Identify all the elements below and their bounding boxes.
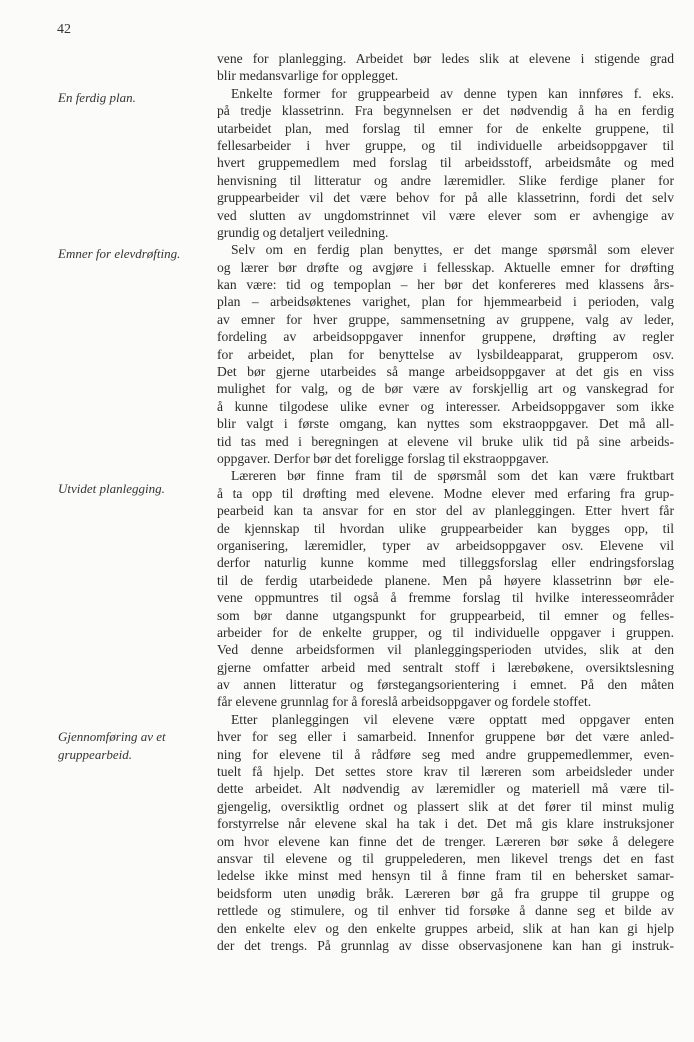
text-line: Etter planleggingen vil elevene være opptatt med oppgaver enten [231,711,674,727]
text-line: ledelse ikke minst med hensyn til å finne fram til en behersket samar- [217,868,674,884]
text-line: og lærer bør drøfte og avgjøre i fellesskap. Aktuelle emner for drøfting [217,259,674,275]
text-line: den enkelte elev og den enkelte gruppes arbeid, slik at han kan gi hjelp [217,920,674,936]
text-line: arbeider for de enkelte grupper, og til individuelle oppgaver i gruppen. [217,624,674,640]
text-line: tuelt få hjelp. Det settes store krav til læreren som arbeidsleder under [217,764,674,780]
text-line: de kjennskap til hvordan ulike gruppearbeider kan bygges opp, til [217,520,674,536]
text-line: hver for seg eller i samarbeid. Innenfor gruppene bør det være anled- [217,729,674,745]
text-line: rettlede og stimulere, og til enhver tid forsøke å danne seg et bilde av [217,903,674,919]
text-line: å ta opp til drøfting med elevene. Modne elever med erfaring fra grup- [217,485,674,501]
text-line: fellesarbeider i hver gruppe, og til individuelle arbeidsoppgaver til [217,137,674,153]
text-line: på tredje klassetrinn. Fra begynnelsen er det nødvendig å ha en ferdig [217,103,674,119]
text-line: å kunne tilgodese ulike evner og interesser. Arbeidsoppgaver som ikke [217,398,674,414]
text-line: ved slutten av ungdomstrinnet vil være elever som er avhengige av [217,207,674,223]
text-line: ning for elevene til å rådføre seg med andre gruppemedlemmer, even- [217,746,674,762]
text-line: til de ferdig utarbeidede planene. Men på høyere klassetrinn bør ele- [217,572,674,588]
text-line: vene for planlegging. Arbeidet bør ledes slik at elevene i stigende grad [217,51,674,66]
text-line: av emner for hver gruppe, sammensetning av gruppene, valg av leder, [217,311,674,327]
text-line: dette arbeidet. Alt nødvendig av læremidler og materiell må være til- [217,781,674,797]
text-line: hvert gruppemedlem med forslag til arbeidsstoff, arbeidsmåte og med [217,155,674,171]
text-line: derfor naturlig kunne komme med tilleggsforslag eller endringsforslag [217,555,674,571]
text-line: mulighet for valg, og de bør være av forskjellig art og vanskegrad for [217,381,674,397]
text-line: utarbeidet plan, med forslag til emner for de enkelte gruppene, til [217,120,674,136]
text-line: oppgaver. Derfor bør det foreligge forslag til ekstraoppgaver. [217,450,549,466]
text-line: forstyrrelse når elevene skal ha tak i det. Det må gis klare instruksjoner [217,816,674,832]
body-text [217,50,674,954]
text-line: Selv om en ferdig plan benyttes, er det mange spørsmål som elever [231,242,674,258]
text-line: kan være: tid og tempoplan – her bør det konfereres med klassens års- [217,277,674,293]
text-line: tid tas med i beregningen at elevene vil bruke ulik tid på sine arbeids- [217,433,674,449]
margin-heading-gjennomforing: Gjennomføring av et [58,729,166,744]
text-line: pearbeid kan ta ansvar for en stor del av planleggingen. Etter hvert får [217,503,674,519]
text-line: vene oppmuntres til også å fremme forslag til hvilke interesseområder [217,590,674,606]
text-line: om hvor elevene kan finne det de trenger. Læreren bør søke å delegere [217,833,674,849]
text-line: grundig og detaljert veiledning. [217,224,389,240]
margin-heading-elevdrofting: Emner for elevdrøfting. [58,246,181,261]
text-line: får elevene grunnlag for å foreslå arbeidsoppgaver og fordele stoffet. [217,694,592,710]
text-line: gruppearbeider vil det være behov for på alle klassetrinn, fordi det selv [217,190,674,206]
margin-heading-utvidet-planlegging: Utvidet planlegging. [58,481,165,496]
text-line: plan – arbeidsøktenes varighet, plan for hjemmearbeid i perioden, valg [217,294,674,310]
text-line: blir medansvarlige for opplegget. [217,68,399,84]
text-line: organisering, læremidler, typer av arbeidsoppgaver osv. Elevene vil [217,537,674,553]
text-line: henvisning til litteratur og andre læremidler. Slike ferdige planer for [217,172,674,188]
text-line: som bør danne utgangspunkt for gruppearbeid, til emner og felles- [217,607,674,623]
text-line: Læreren bør finne fram til de spørsmål som det kan være fruktbart [231,468,674,484]
margin-heading-ferdig-plan: En ferdig plan. [58,90,136,105]
page-number: 42 [57,22,71,37]
text-line: for arbeidet, plan for benyttelse av lysbildeapparat, grupperom osv. [217,346,674,362]
text-line: Ved denne arbeidsformen vil planleggingsperioden utvides, slik at den [217,642,674,658]
text-line: ansvar til elevene og til gruppelederen, men likevel trengs det en fast [217,850,674,866]
text-line: blir valgt i første omgang, kan nyttes som ekstraoppgaver. Det må all- [217,416,674,432]
text-line: av annen litteratur og førstegangsorientering i emnet. På den måten [217,677,674,693]
text-line: Det bør gjerne utarbeides så mange arbeidsoppgaver at det gis en viss [217,364,674,380]
text-line: gjerne omfatter arbeid med sentralt stoff i lærebøkene, oversiktslesning [217,659,674,675]
text-line: gjengelig, oversiktlig ordnet og plassert slik at det fører til minst mulig [217,798,674,814]
text-line: Enkelte former for gruppearbeid av denne typen kan innføres f. eks. [231,85,674,101]
margin-heading-gruppearbeid: gruppearbeid. [58,747,133,762]
text-line: beidsform uten unødig bråk. Læreren bør gå fra gruppe til gruppe og [217,885,674,901]
text-line: der det trengs. På grunnlag av disse observasjonene kan han gi instruk- [217,937,674,953]
text-line: fordeling av arbeidsoppgaver innenfor gruppene, drøfting av regler [217,329,674,345]
